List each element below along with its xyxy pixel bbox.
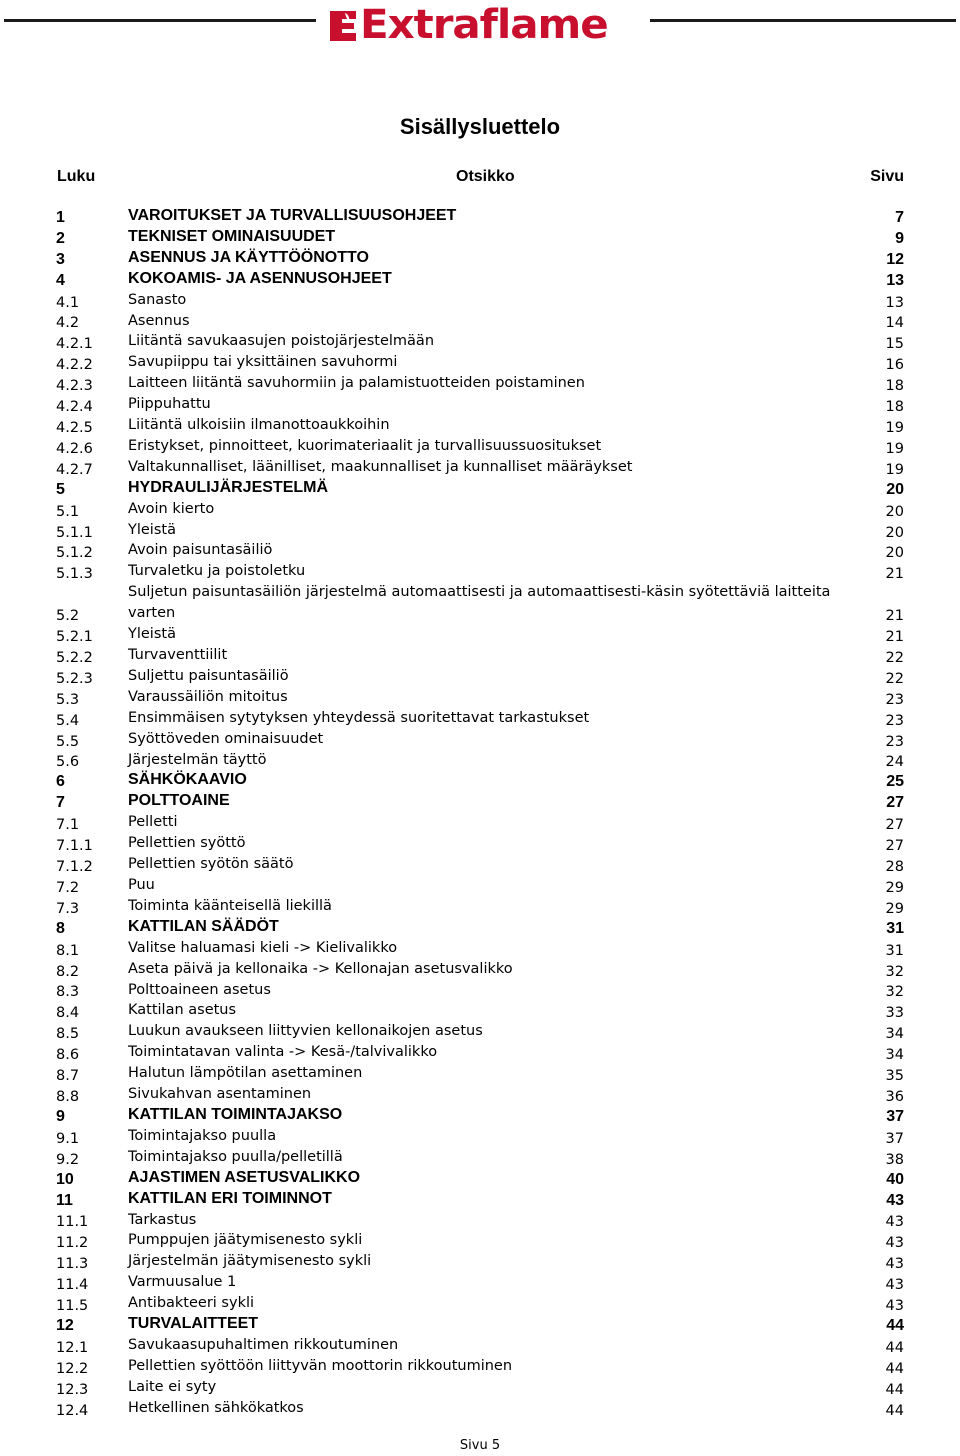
toc-entry-number: 8.8 [56, 1088, 80, 1105]
toc-entry-title: Hetkellinen sähkökatkos [128, 1399, 304, 1416]
toc-entry-title: TEKNISET OMINAISUUDET [128, 227, 336, 245]
toc-entry-page: 44 [885, 1360, 904, 1377]
toc-entry [0, 1128, 960, 1149]
toc-entry [0, 1212, 960, 1233]
toc-entry [0, 1044, 960, 1065]
toc-entry-number: 8.1 [56, 942, 80, 959]
toc-entry [0, 396, 960, 417]
toc-entry-page: 43 [885, 1256, 904, 1273]
toc-entry-page: 22 [885, 649, 904, 666]
toc-entry-number: 4.2.1 [56, 336, 93, 353]
brand-logo [328, 0, 608, 50]
toc-entry-page: 27 [885, 817, 904, 834]
toc-entry-title: Puu [128, 877, 155, 893]
toc-entry-page: 20 [886, 480, 904, 498]
toc-entry [0, 522, 960, 543]
page-header [0, 0, 960, 56]
toc-entry-page: 28 [885, 859, 904, 876]
toc-entry-title: Antibakteeri sykli [128, 1295, 255, 1312]
toc-entry-page: 34 [885, 1026, 904, 1043]
toc-entry-number: 8.7 [56, 1068, 80, 1085]
toc-entry-page: 13 [885, 294, 904, 311]
toc-entry-title: VAROITUKSET JA TURVALLISUUSOHJEET [128, 206, 457, 224]
toc-entry-number: 8.2 [56, 963, 80, 980]
toc-entry [0, 543, 960, 564]
toc-entry-title: Aseta päivä ja kellonaika -> Kellonajan asetusvalikko [128, 960, 513, 977]
toc-entry-title: Suljetun paisuntasäiliön järjestelmä automaattisesti ja automaattisesti-käsin syötettäviä laitteita varten [128, 584, 831, 622]
toc-entry [0, 1191, 960, 1212]
toc-entry [0, 1086, 960, 1107]
toc-entry-page: 20 [885, 545, 904, 562]
toc-entry [0, 354, 960, 375]
toc-entry [0, 898, 960, 919]
toc-entry-title: HYDRAULIJÄRJESTELMÄ [128, 478, 329, 496]
toc-entry-title: KATTILAN SÄÄDÖT [128, 917, 279, 935]
toc-entry-title: ASENNUS JA KÄYTTÖÖNOTTO [128, 248, 369, 266]
toc-entry [0, 1232, 960, 1253]
toc-entry [0, 1316, 960, 1337]
toc-entry-title: Toimintatavan valinta -> Kesä-/talvivalikko [128, 1044, 438, 1061]
table-of-contents [0, 208, 960, 1421]
toc-entry-number: 5.4 [56, 712, 80, 729]
toc-entry-title: Varaussäiliön mitoitus [128, 688, 288, 705]
brand-name: Extraflame [360, 2, 608, 48]
toc-entry-page: 23 [885, 712, 904, 729]
toc-entry-number: 4.2 [56, 315, 80, 332]
toc-entry-number: 4.1 [56, 294, 80, 311]
toc-entry [0, 814, 960, 835]
toc-entry-title: Pelletti [128, 814, 178, 831]
header-rule-right [650, 19, 956, 22]
toc-entry [0, 1337, 960, 1358]
toc-entry-page: 18 [885, 399, 904, 416]
toc-entry-number: 9.1 [56, 1130, 80, 1147]
toc-entry [0, 647, 960, 668]
toc-entry-number: 11.3 [56, 1256, 89, 1273]
toc-entry [0, 919, 960, 940]
toc-entry-page: 43 [885, 1214, 904, 1231]
toc-entry-number: 4.2.3 [56, 378, 93, 395]
page-footer: Sivu 5 [459, 1438, 501, 1453]
toc-entry [0, 1253, 960, 1274]
toc-entry [0, 271, 960, 292]
toc-entry-title: Avoin paisuntasäiliö [128, 542, 273, 559]
toc-entry [0, 584, 960, 626]
toc-entry-page: 44 [885, 1402, 904, 1419]
toc-entry-title: Sivukahvan asentaminen [128, 1086, 312, 1103]
toc-entry-number: 12.2 [56, 1360, 89, 1377]
toc-entry-page: 33 [885, 1005, 904, 1022]
toc-entry-page: 44 [885, 1339, 904, 1356]
toc-entry [0, 1358, 960, 1379]
column-header-chapter: Luku [57, 168, 96, 185]
toc-entry-number: 11.4 [56, 1277, 89, 1294]
toc-entry [0, 710, 960, 731]
toc-entry-page: 23 [885, 691, 904, 708]
toc-entry-title: POLTTOAINE [128, 792, 230, 810]
toc-entry [0, 417, 960, 438]
toc-entry-title: Tarkastus [128, 1211, 197, 1228]
toc-entry-page: 7 [895, 208, 904, 226]
toc-entry-title: Varmuusalue 1 [128, 1274, 237, 1291]
column-header-heading: Otsikko [456, 168, 515, 185]
toc-entry-title: Liitäntä savukaasujen poistojärjestelmään [128, 333, 435, 350]
toc-entry-page: 36 [885, 1088, 904, 1105]
toc-entry [0, 250, 960, 271]
toc-entry-page: 20 [885, 524, 904, 541]
toc-entry [0, 1295, 960, 1316]
toc-entry-number: 8.6 [56, 1047, 80, 1064]
toc-entry [0, 459, 960, 480]
toc-entry-page: 21 [885, 608, 904, 625]
toc-entry [0, 1170, 960, 1191]
toc-entry-title: Turvaventtiilit [128, 647, 228, 664]
toc-entry [0, 208, 960, 229]
toc-entry-title: SÄHKÖKAAVIO [128, 771, 247, 789]
toc-entry-number: 5.2 [56, 608, 80, 625]
toc-entry-page: 18 [885, 378, 904, 395]
toc-entry-title: Laitteen liitäntä savuhormiin ja palamistuotteiden poistaminen [128, 375, 585, 392]
toc-entry-title: Turvaletku ja poistoletku [128, 563, 306, 580]
toc-entry-page: 31 [885, 942, 904, 959]
toc-entry-page: 29 [885, 879, 904, 896]
page-title: Sisällysluettelo [399, 114, 561, 139]
toc-entry-number: 5.1.2 [56, 545, 93, 562]
toc-entry-number: 8 [56, 919, 65, 937]
toc-entry-title: Halutun lämpötilan asettaminen [128, 1065, 363, 1082]
toc-entry-title: Suljettu paisuntasäiliö [128, 667, 289, 684]
toc-entry-number: 6 [56, 773, 65, 791]
toc-entry-title: Pellettien syöttö [128, 835, 246, 852]
toc-entry [0, 626, 960, 647]
toc-entry-number: 3 [56, 250, 65, 268]
toc-entry-title: Pellettien syötön säätö [128, 856, 294, 873]
toc-entry-title: Ensimmäisen sytytyksen yhteydessä suoritettavat tarkastukset [128, 709, 590, 726]
toc-entry-number: 4.2.2 [56, 357, 93, 374]
toc-entry-number: 8.5 [56, 1026, 80, 1043]
toc-entry-title: Eristykset, pinnoitteet, kuorimateriaalit ja turvallisuussuositukset [128, 437, 602, 454]
toc-entry-page: 43 [886, 1191, 904, 1209]
toc-entry-title: Valtakunnalliset, läänilliset, maakunnalliset ja kunnalliset määräykset [128, 458, 633, 475]
toc-entry-title: Valitse haluamasi kieli -> Kielivalikko [128, 939, 398, 956]
toc-entry-number: 7 [56, 794, 65, 812]
toc-entry-number: 5.2.3 [56, 670, 93, 687]
toc-entry-title: Avoin kierto [128, 500, 215, 517]
toc-entry-number: 7.3 [56, 900, 80, 917]
toc-entry [0, 961, 960, 982]
toc-entry [0, 438, 960, 459]
column-header-page: Sivu [870, 168, 904, 185]
toc-entry-number: 12.1 [56, 1339, 89, 1356]
toc-entry-number: 11.5 [56, 1298, 89, 1315]
toc-entry [0, 877, 960, 898]
toc-entry-page: 21 [885, 566, 904, 583]
toc-entry [0, 563, 960, 584]
toc-entry-title: KOKOAMIS- JA ASENNUSOHJEET [128, 269, 392, 287]
toc-entry-number: 12.3 [56, 1381, 89, 1398]
toc-entry-title: Luukun avaukseen liittyvien kellonaikojen asetus [128, 1023, 483, 1040]
toc-entry [0, 835, 960, 856]
toc-entry [0, 1002, 960, 1023]
toc-entry-title: Järjestelmän jäätymisenesto sykli [128, 1253, 372, 1270]
toc-entry-number: 4.2.6 [56, 440, 93, 457]
toc-entry-title: Savupiippu tai yksittäinen savuhormi [128, 354, 398, 371]
toc-entry-number: 5.2.1 [56, 629, 93, 646]
toc-entry-number: 11.1 [56, 1214, 89, 1231]
toc-entry-title: Piippuhattu [128, 396, 211, 413]
toc-entry-title: Kattilan asetus [128, 1002, 237, 1019]
toc-entry [0, 1400, 960, 1421]
toc-entry-page: 40 [886, 1170, 904, 1188]
toc-entry-page: 13 [886, 271, 904, 289]
toc-entry-page: 43 [885, 1277, 904, 1294]
toc-entry-page: 23 [885, 733, 904, 750]
toc-entry-number: 7.1.2 [56, 859, 93, 876]
toc-entry [0, 752, 960, 773]
toc-entry [0, 375, 960, 396]
toc-entry-title: Sanasto [128, 291, 187, 308]
toc-entry [0, 229, 960, 250]
toc-entry [0, 668, 960, 689]
toc-entry-title: Pumppujen jäätymisenesto sykli [128, 1232, 363, 1249]
toc-entry [0, 856, 960, 877]
toc-entry-number: 12 [56, 1316, 74, 1334]
toc-entry-page: 19 [885, 419, 904, 436]
toc-entry-title: KATTILAN ERI TOIMINNOT [128, 1189, 332, 1207]
toc-entry-page: 16 [885, 357, 904, 374]
toc-entry [0, 1379, 960, 1400]
toc-entry-page: 14 [885, 315, 904, 332]
toc-entry-number: 11 [56, 1191, 73, 1209]
toc-entry-title: Toiminta käänteisellä liekillä [128, 897, 332, 914]
brand-flame-icon [328, 7, 358, 43]
toc-entry [0, 1107, 960, 1128]
toc-entry-number: 9 [56, 1107, 65, 1125]
toc-entry-title: Savukaasupuhaltimen rikkoutuminen [128, 1336, 399, 1353]
toc-entry-number: 5.1.3 [56, 566, 93, 583]
toc-entry-number: 5.3 [56, 691, 80, 708]
toc-entry [0, 333, 960, 354]
toc-entry-number: 5.1 [56, 503, 80, 520]
toc-entry-page: 25 [886, 773, 904, 791]
toc-entry-page: 43 [885, 1235, 904, 1252]
toc-entry [0, 731, 960, 752]
toc-entry-number: 4.2.5 [56, 419, 93, 436]
toc-entry-number: 2 [56, 229, 65, 247]
toc-entry-title: Toimintajakso puulla/pelletillä [128, 1148, 343, 1165]
toc-entry [0, 940, 960, 961]
toc-entry-number: 5.1.1 [56, 524, 93, 541]
toc-entry-title: TURVALAITTEET [128, 1315, 259, 1333]
toc-entry-number: 8.4 [56, 1005, 80, 1022]
toc-entry-page: 44 [885, 1381, 904, 1398]
toc-entry-number: 7.2 [56, 879, 80, 896]
toc-entry-page: 43 [885, 1298, 904, 1315]
toc-entry-number: 5 [56, 480, 65, 498]
toc-entry-number: 4.2.4 [56, 399, 93, 416]
toc-entry-page: 37 [886, 1107, 904, 1125]
toc-entry-title: Asennus [128, 312, 190, 329]
toc-entry-page: 32 [885, 963, 904, 980]
toc-entry-page: 19 [885, 440, 904, 457]
toc-entry [0, 689, 960, 710]
toc-entry-title: KATTILAN TOIMINTAJAKSO [128, 1105, 343, 1123]
toc-entry-number: 1 [56, 208, 65, 226]
toc-entry [0, 793, 960, 814]
toc-entry-page: 34 [885, 1047, 904, 1064]
toc-entry [0, 772, 960, 793]
toc-entry [0, 982, 960, 1003]
header-rule-left [4, 19, 316, 22]
toc-entry-number: 5.5 [56, 733, 80, 750]
toc-entry [0, 1274, 960, 1295]
toc-entry [0, 292, 960, 313]
toc-entry-number: 12.4 [56, 1402, 89, 1419]
toc-entry-page: 35 [885, 1068, 904, 1085]
toc-entry-number: 5.2.2 [56, 649, 93, 666]
toc-entry-number: 4.2.7 [56, 461, 93, 478]
toc-entry-page: 32 [885, 984, 904, 1001]
toc-entry-title: Liitäntä ulkoisiin ilmanottoaukkoihin [128, 417, 390, 434]
toc-entry-page: 27 [886, 794, 904, 812]
toc-entry-page: 31 [886, 919, 904, 937]
toc-entry-page: 21 [885, 629, 904, 646]
toc-entry-page: 15 [885, 336, 904, 353]
toc-entry-page: 44 [886, 1316, 904, 1334]
toc-entry-page: 37 [885, 1130, 904, 1147]
toc-entry [0, 1023, 960, 1044]
toc-entry-page: 20 [885, 503, 904, 520]
toc-entry-number: 11.2 [56, 1235, 89, 1252]
toc-entry-page: 24 [885, 754, 904, 771]
toc-entry [0, 1065, 960, 1086]
toc-entry [0, 501, 960, 522]
toc-entry-title: Pellettien syöttöön liittyvän moottorin rikkoutuminen [128, 1357, 513, 1374]
toc-entry-page: 22 [885, 670, 904, 687]
toc-entry-number: 5.6 [56, 754, 80, 771]
toc-entry-title: Järjestelmän täyttö [128, 751, 267, 768]
toc-entry-number: 9.2 [56, 1151, 80, 1168]
toc-entry-page: 19 [885, 461, 904, 478]
toc-entry [0, 313, 960, 334]
toc-entry-title: Yleistä [128, 521, 176, 538]
toc-entry-page: 38 [885, 1151, 904, 1168]
toc-entry-number: 7.1.1 [56, 838, 93, 855]
toc-entry-title: Polttoaineen asetus [128, 981, 271, 998]
toc-entry-title: Yleistä [128, 626, 176, 643]
toc-entry-title: Laite ei syty [128, 1378, 217, 1395]
toc-entry-title: Toimintajakso puulla [128, 1127, 277, 1144]
toc-entry-page: 9 [895, 229, 904, 247]
toc-entry [0, 1149, 960, 1170]
toc-entry [0, 480, 960, 501]
toc-entry-title: AJASTIMEN ASETUSVALIKKO [128, 1168, 361, 1186]
toc-entry-number: 4 [56, 271, 65, 289]
toc-entry-page: 12 [886, 250, 904, 268]
toc-entry-page: 29 [885, 900, 904, 917]
toc-entry-title: Syöttöveden ominaisuudet [128, 730, 324, 747]
toc-entry-number: 10 [56, 1170, 74, 1188]
toc-entry-page: 27 [885, 838, 904, 855]
toc-entry-number: 8.3 [56, 984, 80, 1001]
toc-entry-number: 7.1 [56, 817, 80, 834]
